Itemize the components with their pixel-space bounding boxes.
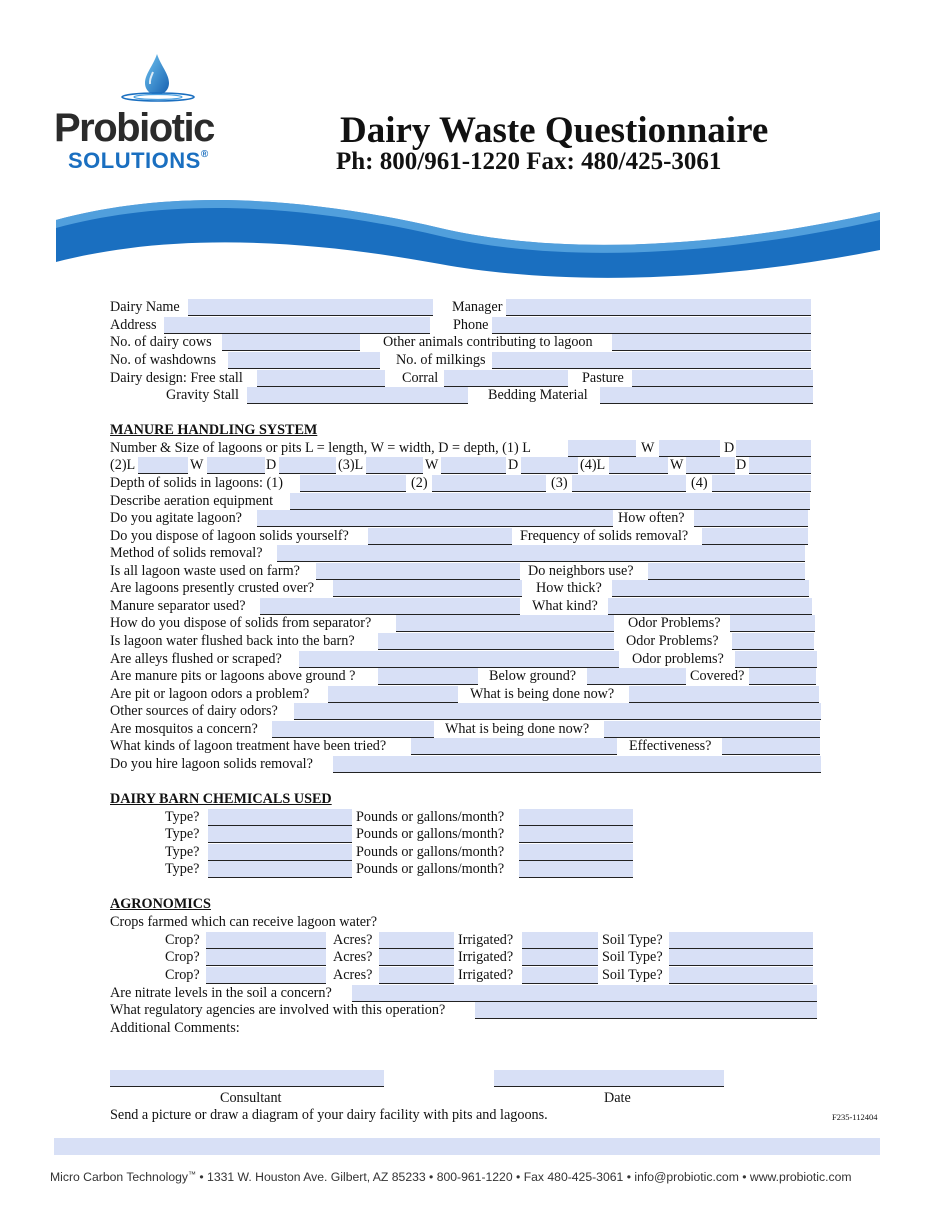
form-label: Odor problems?	[632, 651, 724, 667]
form-input-field[interactable]	[366, 457, 423, 474]
form-label: Address	[110, 317, 157, 333]
form-label: (2)L	[110, 457, 136, 473]
form-label: Soil Type?	[602, 932, 663, 948]
form-input-field[interactable]	[519, 826, 633, 843]
form-label: Are lagoons presently crusted over?	[110, 580, 315, 596]
form-input-field[interactable]	[612, 334, 811, 351]
form-label: Are pit or lagoon odors a problem?	[110, 686, 310, 702]
form-input-field[interactable]	[208, 844, 352, 861]
form-input-field[interactable]	[519, 844, 633, 861]
form-label: Irrigated?	[458, 949, 514, 965]
form-input-field[interactable]	[730, 615, 815, 632]
form-input-field[interactable]	[396, 615, 614, 632]
footer-sep: •	[626, 1170, 631, 1184]
form-input-field[interactable]	[279, 457, 336, 474]
form-input-field[interactable]	[379, 949, 454, 966]
form-label: Do you agitate lagoon?	[110, 510, 242, 526]
form-label: Irrigated?	[458, 932, 514, 948]
form-label: Are manure pits or lagoons above ground ?	[110, 668, 356, 684]
form-input-field[interactable]	[492, 352, 811, 369]
form-label: How thick?	[536, 580, 602, 596]
form-label: Dairy Name	[110, 299, 180, 315]
form-input-field[interactable]	[247, 387, 468, 404]
form-input-field[interactable]	[612, 580, 809, 597]
form-label: Type?	[165, 861, 200, 877]
form-label: W	[190, 457, 204, 473]
form-input-field[interactable]	[702, 528, 808, 545]
form-label: D	[724, 440, 735, 456]
form-code: F235-112404	[832, 1112, 878, 1122]
form-input-field[interactable]	[736, 440, 811, 457]
section-heading: MANURE HANDLING SYSTEM	[110, 422, 318, 438]
form-label: How do you dispose of solids from separator?	[110, 615, 372, 631]
form-label: W	[670, 457, 684, 473]
form-label: Crops farmed which can receive lagoon water?	[110, 914, 378, 930]
form-input-field[interactable]	[432, 475, 546, 492]
form-input-field[interactable]	[522, 932, 598, 949]
form-input-field[interactable]	[732, 633, 814, 650]
form-input-field[interactable]	[299, 651, 619, 668]
form-input-field[interactable]	[669, 932, 813, 949]
form-input-field[interactable]	[206, 932, 326, 949]
form-input-field[interactable]	[333, 756, 821, 773]
form-label: What kind?	[532, 598, 598, 614]
form-label: W	[425, 457, 439, 473]
form-label: Do neighbors use?	[528, 563, 634, 579]
form-input-field[interactable]	[300, 475, 406, 492]
form-label: Type?	[165, 809, 200, 825]
form-input-field[interactable]	[290, 493, 810, 510]
form-label: Gravity Stall	[166, 387, 239, 403]
form-input-field[interactable]	[208, 826, 352, 843]
page-title: Dairy Waste Questionnaire	[340, 110, 769, 151]
form-label: What is being done now?	[445, 721, 590, 737]
form-input-field[interactable]	[686, 457, 735, 474]
form-label: W	[641, 440, 655, 456]
form-label: Type?	[165, 844, 200, 860]
form-input-field[interactable]	[257, 510, 613, 527]
form-label: Are nitrate levels in the soil a concern?	[110, 985, 332, 1001]
form-label: Type?	[165, 826, 200, 842]
form-label: Do you hire lagoon solids removal?	[110, 756, 313, 772]
footer-company: Micro Carbon Technology	[50, 1170, 188, 1184]
form-label: Covered?	[690, 668, 745, 684]
contact-line: Ph: 800/961-1220 Fax: 480/425-3061	[336, 148, 722, 175]
form-input-field[interactable]	[110, 1070, 384, 1087]
form-label: Soil Type?	[602, 967, 663, 983]
form-label: Additional Comments:	[110, 1020, 240, 1036]
form-label: Pounds or gallons/month?	[356, 809, 505, 825]
form-input-field[interactable]	[206, 949, 326, 966]
form-input-field[interactable]	[294, 703, 821, 720]
form-input-field[interactable]	[441, 457, 506, 474]
form-label: Manure separator used?	[110, 598, 246, 614]
form-input-field[interactable]	[316, 563, 520, 580]
form-input-field[interactable]	[379, 967, 454, 984]
form-label: Effectiveness?	[629, 738, 712, 754]
footer-sep: •	[199, 1170, 204, 1184]
form-input-field[interactable]	[669, 967, 813, 984]
section-heading: DAIRY BARN CHEMICALS USED	[110, 791, 332, 807]
form-label: Are alleys flushed or scraped?	[110, 651, 282, 667]
form-input-field[interactable]	[188, 299, 433, 316]
water-drop-icon	[120, 52, 200, 104]
form-input-field[interactable]	[328, 686, 458, 703]
form-input-field[interactable]	[587, 668, 686, 685]
form-label: What regulatory agencies are involved with this operation?	[110, 1002, 446, 1018]
form-label: Crop?	[165, 949, 200, 965]
brand-name-probiotic: Probiotic	[54, 106, 214, 150]
form-input-field[interactable]	[352, 985, 817, 1002]
form-label: (3)	[551, 475, 568, 491]
form-input-field[interactable]	[749, 668, 816, 685]
footer-contact	[50, 1170, 852, 1184]
form-label: Manager	[452, 299, 503, 315]
form-input-field[interactable]	[277, 545, 805, 562]
form-input-field[interactable]	[519, 809, 633, 826]
form-input-field[interactable]	[378, 633, 614, 650]
header-wave-banner	[0, 190, 934, 280]
footer-website[interactable]: www.probiotic.com	[749, 1170, 852, 1184]
form-label: Bedding Material	[488, 387, 588, 403]
form-input-field[interactable]	[222, 334, 360, 351]
form-label: Consultant	[220, 1090, 282, 1106]
form-label: Acres?	[333, 932, 373, 948]
form-input-field[interactable]	[735, 651, 817, 668]
footer-tm: ™	[187, 1170, 196, 1179]
form-label: Frequency of solids removal?	[520, 528, 689, 544]
form-input-field[interactable]	[208, 809, 352, 826]
form-label: (4)	[691, 475, 708, 491]
form-label: Below ground?	[489, 668, 577, 684]
brand-solutions-text: SOLUTIONS	[68, 148, 201, 173]
form-label: Pounds or gallons/month?	[356, 844, 505, 860]
form-input-field[interactable]	[368, 528, 512, 545]
form-label: Pounds or gallons/month?	[356, 861, 505, 877]
form-input-field[interactable]	[411, 738, 617, 755]
form-input-field[interactable]	[506, 299, 811, 316]
form-label: Send a picture or draw a diagram of your dairy facility with pits and lagoons.	[110, 1107, 548, 1123]
footer-address: 1331 W. Houston Ave. Gilbert, AZ 85233	[207, 1170, 426, 1184]
form-input-field[interactable]	[260, 598, 520, 615]
form-label: (3)L	[338, 457, 364, 473]
form-input-field[interactable]	[629, 686, 819, 703]
form-label: How often?	[618, 510, 685, 526]
form-label: Describe aeration equipment	[110, 493, 274, 509]
footer-sep: •	[516, 1170, 521, 1184]
form-input-field[interactable]	[600, 387, 813, 404]
form-label: D	[266, 457, 277, 473]
form-label: Pounds or gallons/month?	[356, 826, 505, 842]
form-label: Acres?	[333, 949, 373, 965]
form-label: Method of solids removal?	[110, 545, 263, 561]
form-input-field[interactable]	[648, 563, 805, 580]
form-input-field[interactable]	[138, 457, 188, 474]
form-label: (4)L	[580, 457, 606, 473]
form-input-field[interactable]	[257, 370, 385, 387]
form-input-field[interactable]	[568, 440, 636, 457]
form-input-field[interactable]	[712, 475, 811, 492]
form-input-field[interactable]	[494, 1070, 724, 1087]
form-input-field[interactable]	[749, 457, 811, 474]
form-label: Dairy design: Free stall	[110, 370, 243, 386]
brand-name-solutions	[68, 150, 209, 172]
form-label: Crop?	[165, 932, 200, 948]
section-heading: AGRONOMICS	[110, 896, 211, 912]
form-label: Crop?	[165, 967, 200, 983]
form-input-field[interactable]	[522, 967, 598, 984]
form-input-field[interactable]	[659, 440, 720, 457]
form-label: Corral	[402, 370, 439, 386]
form-label: Other sources of dairy odors?	[110, 703, 278, 719]
registered-mark: ®	[200, 149, 209, 160]
form-input-field[interactable]	[333, 580, 522, 597]
form-label: Phone	[453, 317, 489, 333]
form-input-field[interactable]	[206, 967, 326, 984]
form-label: Odor Problems?	[626, 633, 719, 649]
form-input-field[interactable]	[228, 352, 380, 369]
form-label: D	[508, 457, 519, 473]
form-label: Irrigated?	[458, 967, 514, 983]
form-label: Do you dispose of lagoon solids yourself?	[110, 528, 349, 544]
form-input-field[interactable]	[522, 949, 598, 966]
form-input-field[interactable]	[609, 457, 668, 474]
form-input-field[interactable]	[378, 668, 478, 685]
form-input-field[interactable]	[722, 738, 820, 755]
footer-phone: 800-961-1220	[436, 1170, 513, 1184]
form-input-field[interactable]	[208, 861, 352, 878]
form-input-field[interactable]	[444, 370, 568, 387]
form-input-field[interactable]	[669, 949, 813, 966]
form-input-field[interactable]	[608, 598, 812, 615]
form-input-field[interactable]	[492, 317, 811, 334]
form-input-field[interactable]	[164, 317, 430, 334]
form-label: Is lagoon water flushed back into the barn?	[110, 633, 355, 649]
form-label: (2)	[411, 475, 428, 491]
form-input-field[interactable]	[572, 475, 686, 492]
form-input-field[interactable]	[521, 457, 578, 474]
form-label: Date	[604, 1090, 631, 1106]
form-label: Pasture	[582, 370, 624, 386]
form-input-field[interactable]	[694, 510, 808, 527]
form-input-field[interactable]	[519, 861, 633, 878]
footer-email[interactable]: info@probiotic.com	[634, 1170, 739, 1184]
form-label: No. of dairy cows	[110, 334, 212, 350]
form-label: Soil Type?	[602, 949, 663, 965]
form-input-field[interactable]	[272, 721, 434, 738]
form-label: What is being done now?	[470, 686, 615, 702]
form-label: Number & Size of lagoons or pits L = length, W = width, D = depth, (1) L	[110, 440, 531, 456]
form-label: Acres?	[333, 967, 373, 983]
form-label: Are mosquitos a concern?	[110, 721, 258, 737]
form-input-field[interactable]	[207, 457, 265, 474]
form-label: No. of milkings	[396, 352, 486, 368]
form-input-field[interactable]	[632, 370, 813, 387]
form-label: Is all lagoon waste used on farm?	[110, 563, 300, 579]
form-input-field[interactable]	[475, 1002, 817, 1019]
form-label: Odor Problems?	[628, 615, 721, 631]
form-label: D	[736, 457, 747, 473]
footer-bar	[54, 1138, 880, 1155]
form-input-field[interactable]	[379, 932, 454, 949]
footer-fax: Fax 480-425-3061	[523, 1170, 624, 1184]
form-label: No. of washdowns	[110, 352, 217, 368]
form-input-field[interactable]	[604, 721, 820, 738]
form-label: Other animals contributing to lagoon	[383, 334, 593, 350]
footer-sep: •	[429, 1170, 434, 1184]
form-label: What kinds of lagoon treatment have been tried?	[110, 738, 387, 754]
probiotic-logo	[52, 52, 262, 177]
footer-sep: •	[742, 1170, 747, 1184]
form-label: Depth of solids in lagoons: (1)	[110, 475, 283, 491]
